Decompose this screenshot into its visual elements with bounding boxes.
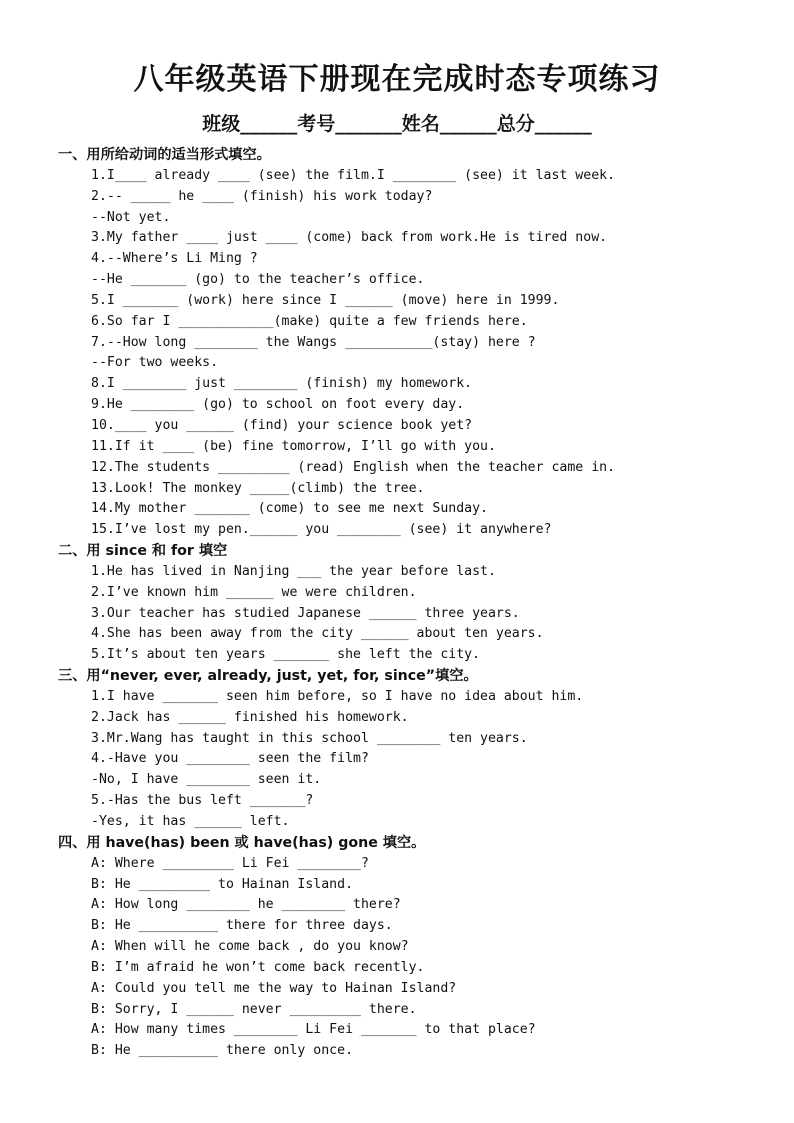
exercise-line: 3.Our teacher has studied Japanese ______ three years. [91, 605, 520, 621]
exercise-line: -No, I have ________ seen it. [91, 772, 322, 788]
exercise-line: 1.I have _______ seen him before, so I have no idea about him. [91, 688, 584, 704]
exercise-line: A: When will he come back , do you know? [91, 939, 409, 955]
exercise-line: B: I’m afraid he won’t come back recently. [91, 959, 425, 975]
section-heading: 一、用所给动词的适当形式填空。 [58, 147, 271, 163]
exercise-line: 15.I’ve lost my pen.______ you ________ (see) it anywhere? [91, 522, 552, 538]
exercise-line: A: Where _________ Li Fei ________? [91, 855, 369, 871]
exercise-line: 14.My mother _______ (come) to see me next Sunday. [91, 501, 488, 517]
exercise-line: A: How long ________ he ________ there? [91, 897, 401, 913]
exercise-line: --For two weeks. [91, 355, 219, 371]
exercise-line: 6.So far I ____________(make) quite a few friends here. [91, 313, 528, 329]
exercise-line: 5.It’s about ten years _______ she left the city. [91, 647, 481, 663]
exercise-line: 3.Mr.Wang has taught in this school ________ ten years. [91, 730, 528, 746]
exercise-line: 8.I ________ just ________ (finish) my homework. [91, 376, 473, 392]
section-heading: 三、用“never, ever, already, just, yet, for, since”填空。 [58, 668, 478, 685]
exercise-line: 2.Jack has ______ finished his homework. [91, 709, 409, 725]
exercise-line: 9.He ________ (go) to school on foot every day. [91, 397, 465, 413]
exercise-line: 4.--Where’s Li Ming ? [91, 251, 258, 267]
exercise-content [58, 145, 778, 1062]
exercise-line: --Not yet. [91, 209, 171, 225]
exercise-line: 3.My father ____ just ____ (come) back from work.He is tired now. [91, 230, 608, 246]
exercise-line: 12.The students _________ (read) English when the teacher came in. [91, 459, 616, 475]
exercise-line: B: Sorry, I ______ never _________ there. [91, 1001, 417, 1017]
exercise-line: 1.I____ already ____ (see) the film.I ________ (see) it last week. [91, 167, 616, 183]
exercise-line: A: How many times ________ Li Fei _______ to that place? [91, 1022, 536, 1038]
exercise-line: 1.He has lived in Nanjing ___ the year before last. [91, 563, 496, 579]
exercise-line: --He _______ (go) to the teacher’s office. [91, 272, 425, 288]
section-heading: 四、用 have(has) been 或 have(has) gone 填空。 [58, 834, 426, 851]
exercise-line: 13.Look! The monkey _____(climb) the tree. [91, 480, 425, 496]
exercise-line: B: He _________ to Hainan Island. [91, 876, 354, 892]
page-title: 八年级英语下册现在完成时态专项练习 [133, 62, 661, 97]
exercise-line: 11.If it ____ (be) fine tomorrow, I’ll go with you. [91, 438, 496, 454]
exercise-line: B: He __________ there for three days. [91, 918, 393, 934]
exercise-line: 7.--How long ________ the Wangs ___________(stay) here ? [91, 334, 536, 350]
exercise-line: -Yes, it has ______ left. [91, 814, 290, 829]
exercise-line: 5.I _______ (work) here since I ______ (move) here in 1999. [91, 292, 560, 308]
exercise-line: A: Could you tell me the way to Hainan Island? [91, 980, 457, 996]
exercise-line: B: He __________ there only once. [91, 1043, 354, 1059]
section-heading: 二、用 since 和 for 填空 [58, 543, 228, 560]
exercise-line: 10.____ you ______ (find) your science book yet? [91, 417, 473, 433]
exercise-line: 4.-Have you ________ seen the film? [91, 751, 369, 767]
exercise-line: 5.-Has the bus left _______? [91, 793, 314, 809]
exercise-line: 2.I’ve known him ______ we were children. [91, 584, 417, 600]
exercise-line: 2.-- _____ he ____ (finish) his work today? [91, 188, 433, 204]
exercise-line: 4.She has been away from the city ______ about ten years. [91, 626, 544, 642]
student-info-line: 班级______考号_______姓名______总分______ [202, 113, 592, 135]
